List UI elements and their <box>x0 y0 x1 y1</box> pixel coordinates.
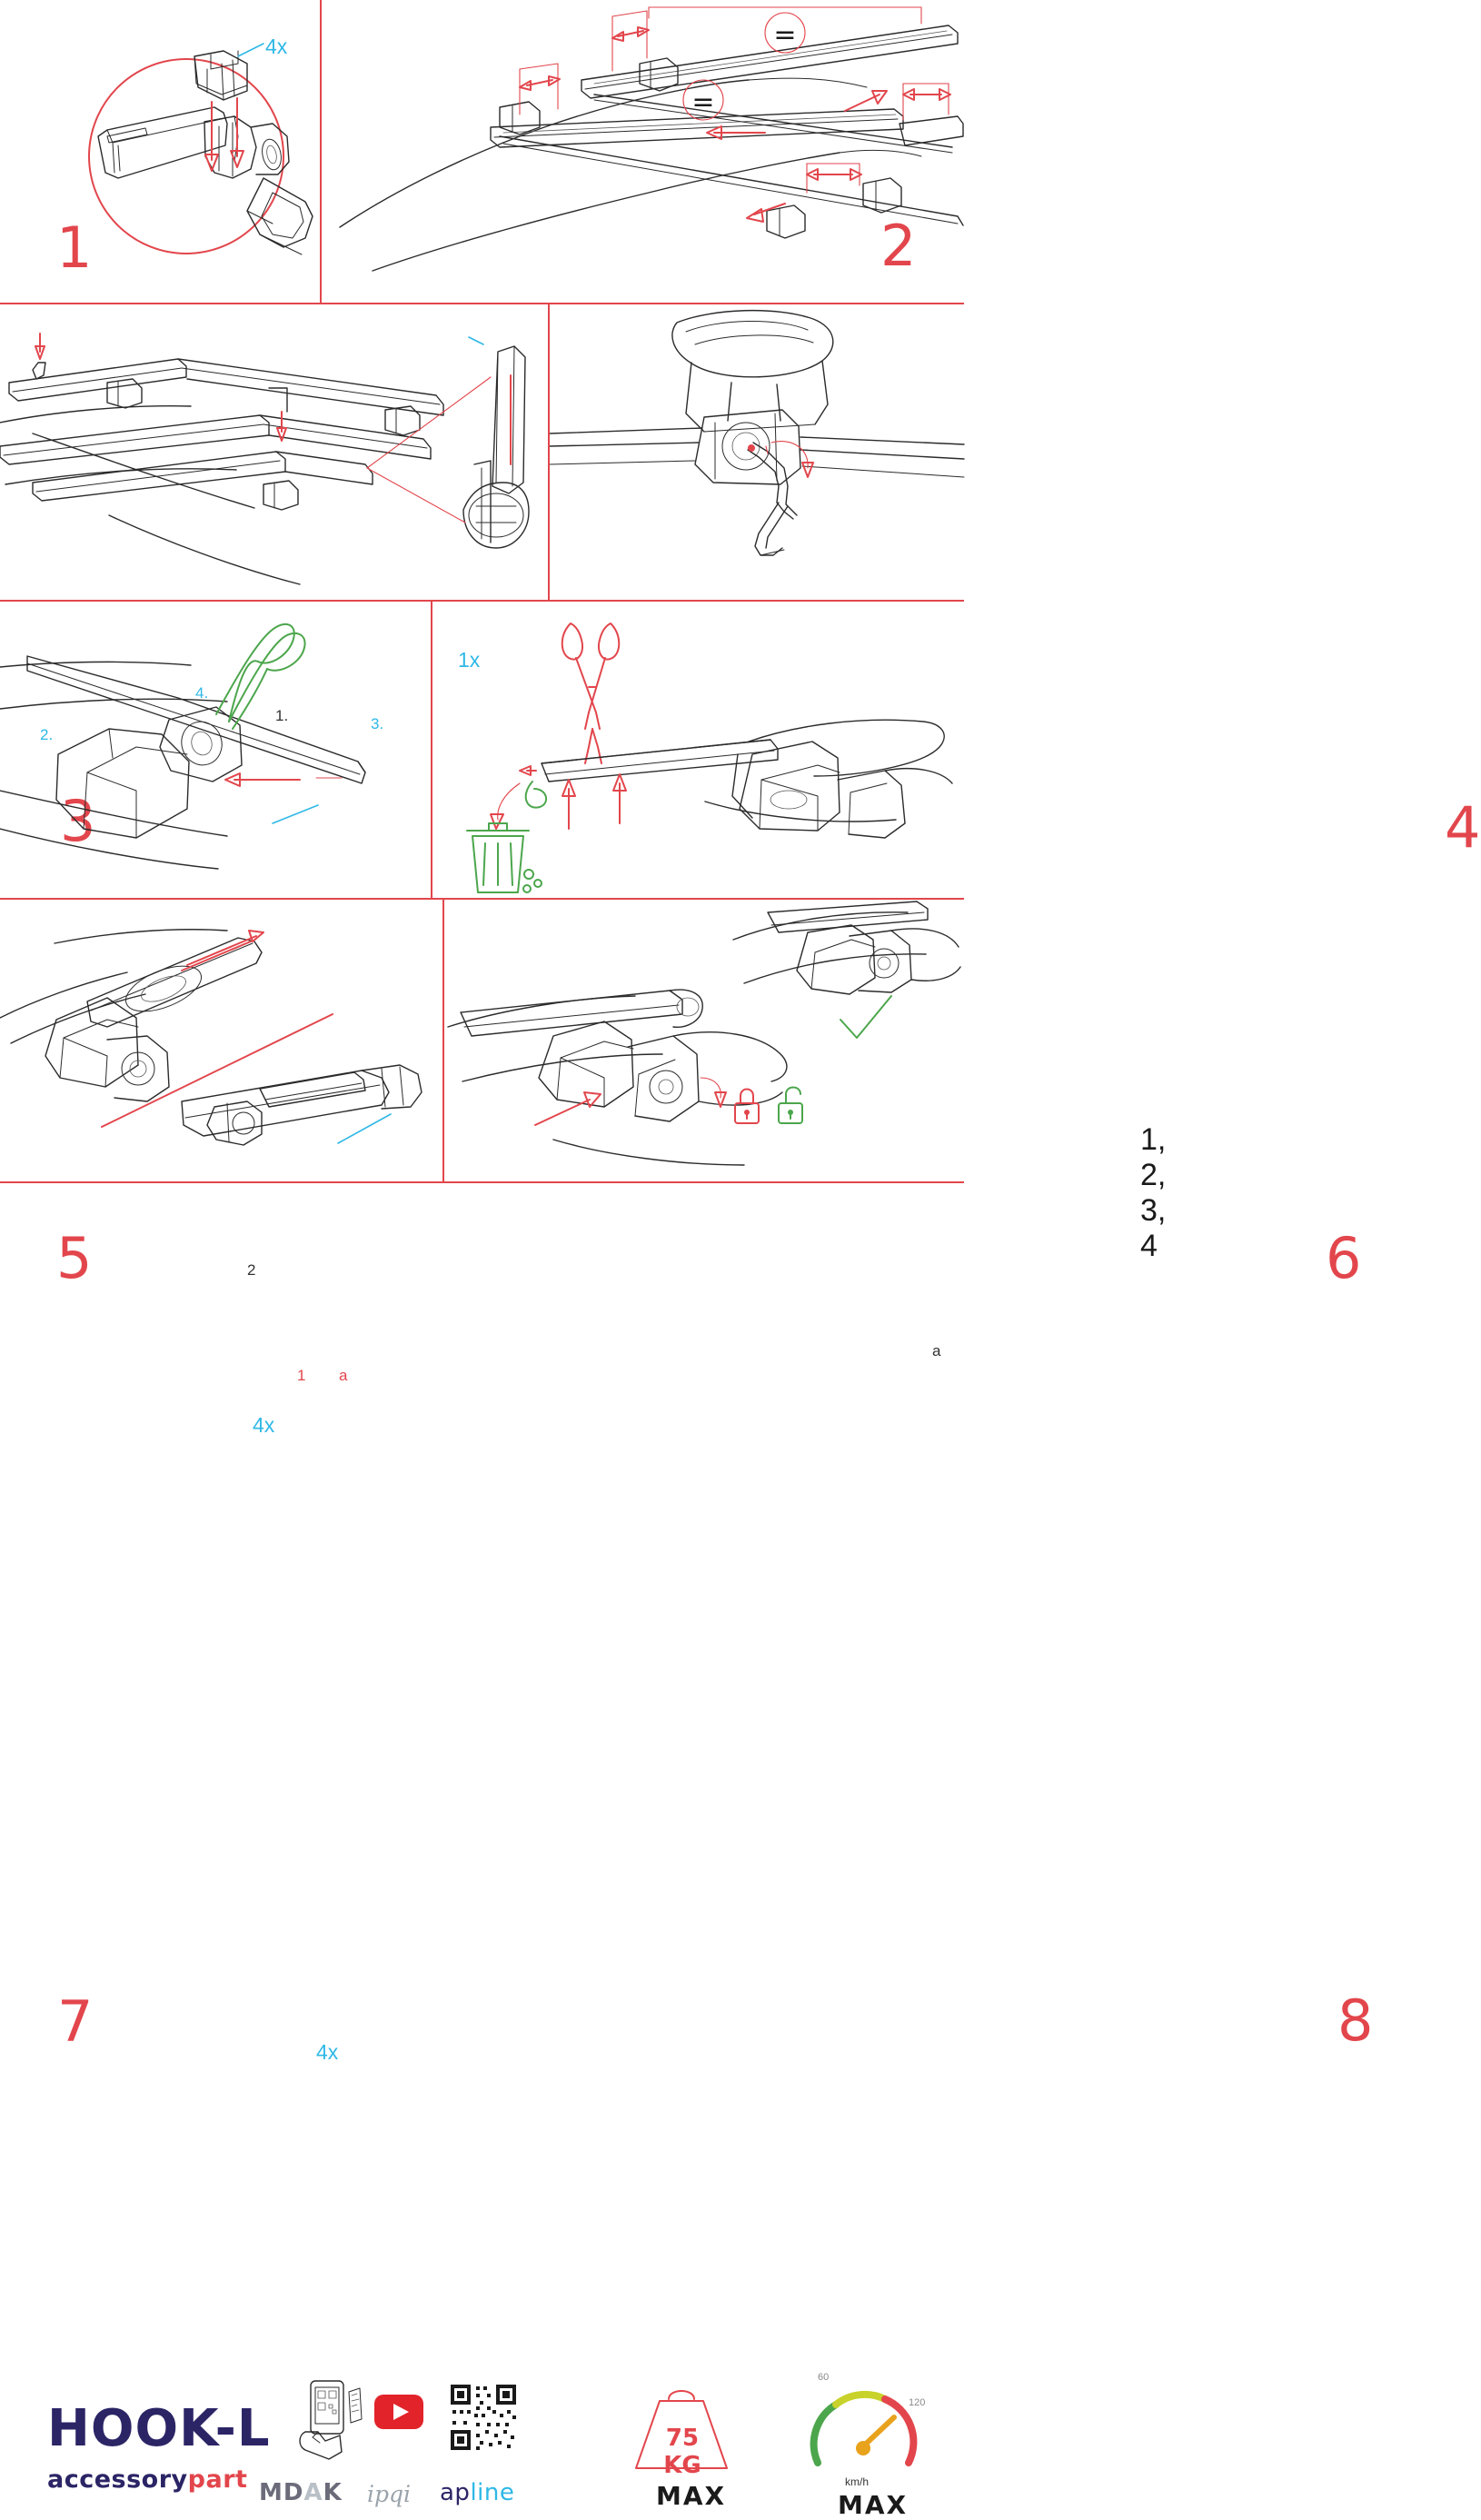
svg-text:=: = <box>773 19 797 51</box>
step-3-illustration <box>0 304 548 600</box>
tagline-left: accessory <box>47 2465 188 2494</box>
step-panel-3 <box>0 304 548 854</box>
step-number-6: 6 <box>1326 1225 1363 1291</box>
step-number-1: 1 <box>56 214 94 281</box>
speed-unit: km/h <box>845 2475 870 2488</box>
qr-code-icon <box>449 2383 518 2452</box>
step-6-illustration <box>432 602 964 898</box>
brand-apline <box>440 2479 514 2506</box>
qr-scan-phone-icon <box>293 2379 365 2461</box>
step-2-illustration <box>322 0 964 303</box>
speed-tick-60: 60 <box>818 2372 830 2383</box>
step-panel-5 <box>0 602 431 1437</box>
step-number-2: 2 <box>880 213 918 279</box>
callout-2-step3: 2. <box>40 726 54 743</box>
step-number-4: 4 <box>1445 794 1481 861</box>
speedometer-icon <box>807 2379 921 2475</box>
svg-text:=: = <box>691 86 715 118</box>
step-number-3: 3 <box>60 788 97 854</box>
product-name: HOOK-L <box>47 2399 271 2458</box>
max-load-label: MAX <box>656 2481 727 2511</box>
step-panel-2 <box>322 0 964 303</box>
max-load-value: 75 KG <box>663 2425 701 2479</box>
youtube-icon[interactable] <box>374 2395 423 2431</box>
step-panel-1 <box>0 0 320 303</box>
callout-order-1234 <box>1140 1122 1166 1264</box>
mdak-mid: A <box>303 2479 323 2506</box>
mdak-right: K <box>323 2479 343 2506</box>
brand-block <box>47 2399 271 2494</box>
brand-mdak <box>259 2479 343 2506</box>
callout-4-step3: 4. <box>195 684 209 702</box>
callout-2-step5: 2 <box>247 1261 256 1279</box>
callout-4x-step7: 4x <box>316 2040 339 2064</box>
step-panel-7 <box>0 900 442 2064</box>
brand-ipqi: ipqi <box>367 2481 411 2507</box>
divider <box>442 898 444 1181</box>
step-8-illustration <box>444 900 964 1181</box>
brand-tagline <box>47 2465 271 2494</box>
callout-4x-step1: 4x <box>265 35 288 58</box>
tagline-right: part <box>187 2465 248 2494</box>
step-number-8: 8 <box>1337 1987 1375 2054</box>
callout-1-step3: 1. <box>275 707 289 724</box>
step-number-5: 5 <box>56 1225 94 1291</box>
apline-left: ap <box>440 2479 471 2506</box>
divider <box>320 0 322 303</box>
max-speed-label: MAX <box>838 2490 909 2520</box>
callout-a-step6: a <box>932 1342 941 1360</box>
step-5-illustration <box>0 602 431 898</box>
step-panel-4 <box>550 304 1481 1263</box>
step-4-illustration <box>550 304 964 600</box>
callout-1x-step3: 1x <box>458 648 481 672</box>
callout-4x-step5: 4x <box>253 1413 275 1437</box>
step-number-7: 7 <box>57 1988 94 2055</box>
step-7-illustration <box>0 900 442 1181</box>
divider <box>431 600 432 898</box>
apline-right: line <box>470 2479 515 2506</box>
speed-tick-120: 120 <box>909 2397 926 2408</box>
callout-3-step3: 3. <box>371 715 384 732</box>
divider <box>548 303 550 600</box>
mdak-left: MD <box>259 2479 304 2506</box>
callout-1-step5: 1 <box>297 1367 306 1384</box>
callout-a-step5: a <box>339 1367 348 1384</box>
order-sequence-text: 1, 2, 3, 4 <box>1140 1122 1167 1263</box>
